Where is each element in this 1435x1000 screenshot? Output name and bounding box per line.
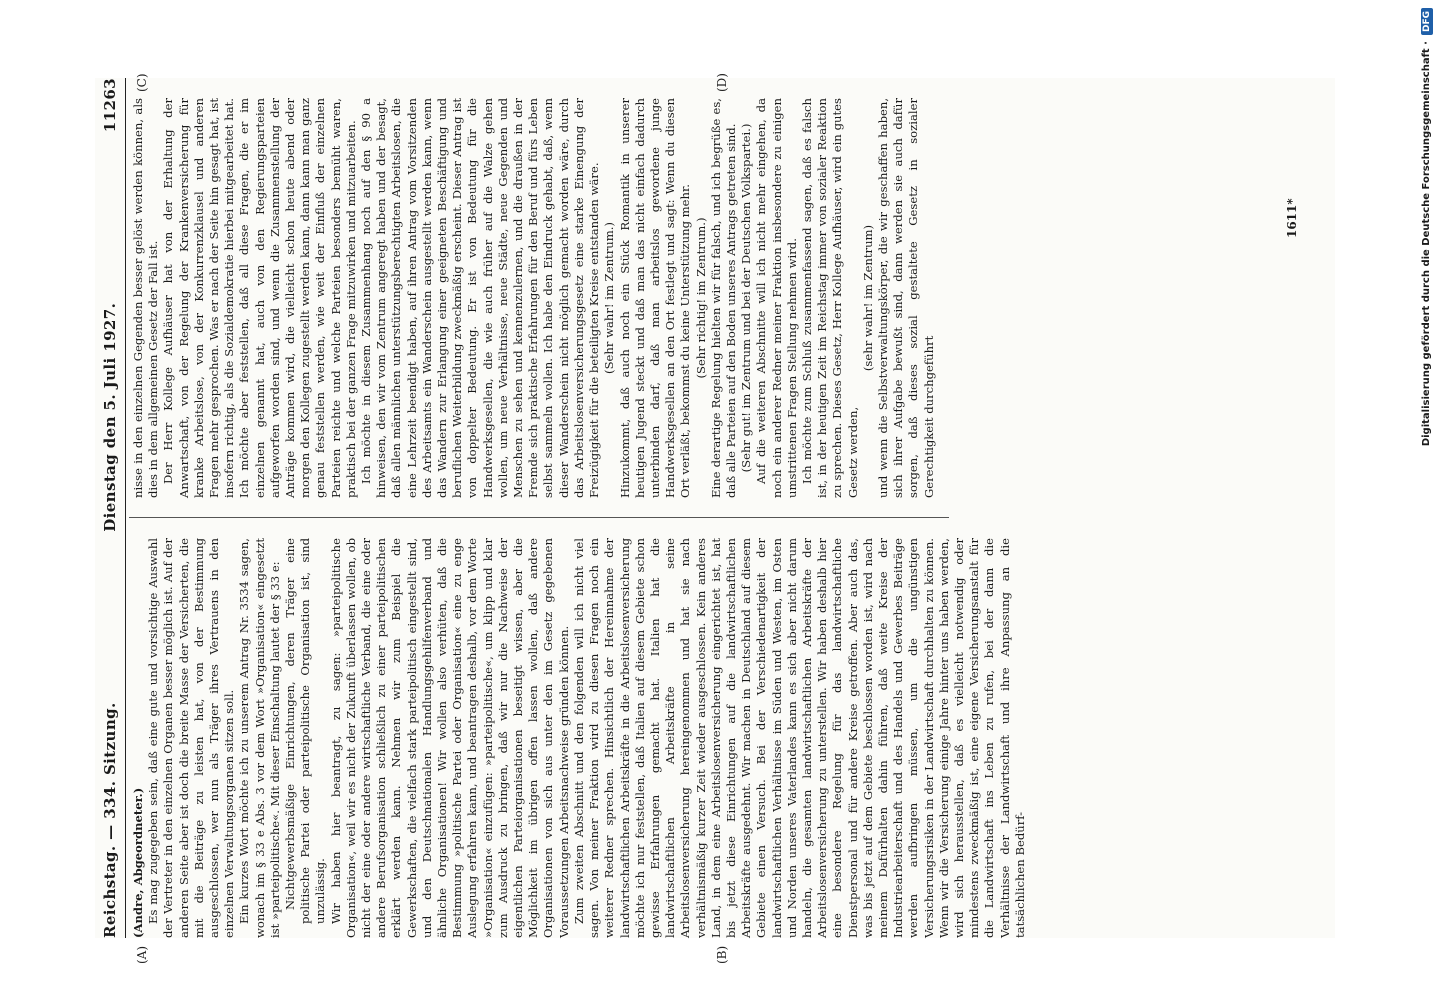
scanned-page xyxy=(95,73,1335,964)
margin-mark-a: (A) xyxy=(135,945,149,964)
interjection-2: (Sehr richtig! im Zentrum.) xyxy=(693,217,708,379)
credit-text: Digitalisierung gefördert durch die Deutsche Forschungsgemeinschaft · xyxy=(1421,41,1432,447)
right-paragraph-final: und wenn die Selbstverwaltungskörper, die wir geschaffen haben, sich ihrer Aufgabe bewußt sind, dann werden sie auch dafür sorgen, daß dieses sozial gestaltete Gesetz in sozialer Gerechtigkeit durchgeführt xyxy=(875,98,936,498)
right-paragraph-abschnitte: Auf die weiteren Abschnitte will ich nicht mehr eingehen, da noch ein anderer Redner meiner Fraktion insbesondere zu einigen umstrittenen Fragen Stellung nehmen wird. xyxy=(754,98,799,498)
left-paragraph-5: Zum zweiten Abschnitt und den folgenden will ich nicht viel sagen. Von meiner Fraktion wird zu diesen Fragen noch ein weiterer Redner sprechen. Hinsichtlich der Hereinnahme der landwirtschaftlichen Arbeitskräfte in die Arbeitslosenversicherung möchte ich nur feststellen, daß Italien auf diesem Gebiete schon gewisse Erfahrungen gemacht hat. Italien hat die landwirtschaftlichen Arbeitskräfte in seine Arbeitslosenversicherung hereingenommen und hat sie nach verhältnismäßig kurzer Zeit wieder ausgeschlossen. Kein anderes Land, in dem eine Arbeitslosenversicherung eingerichtet ist, hat bis jetzt diese Einrichtungen auf die landwirtschaftlichen Arbeitskräfte ausgedehnt. Wir machen in Deutschland auf diesem Gebiete einen Versuch. Bei der Verschiedenartigkeit der landwirtschaftlichen Verhältnisse im Süden und Westen, im Osten und Norden unseres Vaterlandes kann es sich aber nicht darum handeln, die gesamten landwirtschaftlichen Arbeitskräfte der Arbeitslosenversicherung zu unterstellen. Wir haben deshalb hier eine besondere Regelung für das landwirtschaftliche Dienstpersonal und für andere Kreise getroffen. Aber auch das, was bis jetzt auf dem Gebiete beschlossen worden ist, wird nach meinem Dafürhalten dahin führen, daß weite Kreise der Industriearbeiterschaft und des Handels und Gewerbes Beiträge werden aufbringen müssen, um die ungünstigen Versicherungsrisiken in der Landwirtschaft durchhalten zu können. Wenn wir die Versicherung einige Jahre hinter uns haben werden, wird sich herausstellen, daß es vielleicht notwendig oder mindestens zweckmäßig ist, eine eigene Versicherungsanstalt für die Landwirtschaft ins Leben zu rufen, bei der dann die Verhältnisse der Landwirtschaft und ihre Anpassung an die tatsächlichen Bedürf- xyxy=(571,538,1027,938)
right-paragraph-romantik: Hinzukommt, daß auch noch ein Stück Romantik in unserer heutigen Jugend steckt und daß man das nicht einfach dadurch unterbinden darf, daß man arbeitslos gewordene junge Handwerksgesellen an den Ort festlegt und sagt: Wenn du diesen Ort verläßt, bekommst du keine Unterstützung mehr. xyxy=(617,98,693,498)
interjection-1: (Sehr wahr! im Zentrum.) xyxy=(602,222,617,374)
speaker-attribution: (Andre, Abgeordneter.) xyxy=(131,787,145,938)
footer-page-mark: 1611* xyxy=(1285,198,1299,238)
interjection-3: (Sehr gut! im Zentrum und bei der Deutschen Volkspartei.) xyxy=(739,123,754,473)
left-paragraph-1: Es mag zugegeben sein, daß eine gute und vorsichtige Auswahl der Vertreter in den einzelnen Organen besser möglich ist. Auf der anderen Seite aber ist doch die breite Masse der Versicherten, die mit die Beiträge zu leisten hat, von der Bestimmung ausgeschlossen, wer nun als Träger ihres Vertrauens in den einzelnen Verwaltungsorganen sitzen soll. xyxy=(146,538,237,938)
left-column xyxy=(131,538,1027,938)
interjection-4: (sehr wahr! im Zentrum) xyxy=(860,224,875,372)
left-paragraph-4: Wir haben hier beantragt, zu sagen: »parteipolitische Organisation«, weil wir es nicht der Zukunft überlassen wollen, ob nicht der eine oder andere wirtschaftliche Verband, die eine oder andere Berufsorganisation schließlich zu einer parteipolitischen erklärt werden kann. Nehmen wir zum Beispiel die Gewerkschaften, die vielfach stark parteipolitisch eingestellt sind, und den Deutschnationalen Handlungsgehilfenverband und ähnliche Organisationen! Wir wollen also verhüten, daß die Bestimmung »politische Partei oder Organisation« eine zu enge Auslegung erfahren kann, und beantragen deshalb, vor dem Worte »Organisation« einzufügen: »parteipolitische«, um klipp und klar zum Ausdruck zu bringen, daß wir nur die Nachweise der eigentlichen Parteiorganisationen beseitigt wissen, aber die Möglichkeit im übrigen offen lassen wollen, daß andere Organisationen von sich aus unter den im Gesetz gegebenen Voraussetzungen Arbeitsnachweise gründen können. xyxy=(328,538,571,938)
right-paragraph-regelung: Eine derartige Regelung hielten wir für falsch, und ich begrüße es, daß alle Parteien auf den Boden unseres Antrags getreten sind. xyxy=(708,98,738,498)
left-paragraph-2: Ein kurzes Wort möchte ich zu unserem Antrag Nr. 3534 sagen, wonach im § 33 e Abs. 3 vor dem Wort »Organisation« eingesetzt ist »parteipolitische«. Mit dieser Einschaltung lautet der § 33 e: xyxy=(237,538,282,938)
right-paragraph-2: Der Herr Kollege Aufhäuser hat von der Erhaltung der Anwartschaft, von der Regelung der Krankenversicherung für kranke Arbeitslose, von der Konkurrenzklausel und anderen Fragen mehr gesprochen. Was er nach der Seite hin gesagt hat, ist insofern richtig, als die Sozialdemokratie hierbei mitgearbeitet hat. Ich möchte aber feststellen, daß all diese Fragen, die er im einzelnen genannt hat, auch von den Regierungsparteien aufgeworfen worden sind, und wenn die Zusammenstellung der Anträge kommen wird, die vielleicht schon heute abend oder morgen den Kollegen zugestellt werden kann, dann kann man ganz genau feststellen werden, wie weit der Einfluß der einzelnen Parteien reichte und welche Parteien besonders bemüht waren, praktisch bei der ganzen Frage mitzuwirken und mitzuarbeiten. xyxy=(161,98,358,498)
left-paragraph-3: Nichtgewerbsmäßige Einrichtungen, deren Träger eine politische Partei oder parteipolitische Organisation ist, sind unzulässig. xyxy=(283,538,328,924)
right-paragraph-3: Ich möchte in diesem Zusammenhang noch auf den § 90 a hinweisen, den wir vom Zentrum angeregt haben und der besagt, daß allen männlichen unterstützungsberechtigten Arbeitslosen, die eine Lehrzeit beendigt haben, auf ihren Antrag vom Vorsitzenden des Arbeitsamts ein Wanderschein ausgestellt werden kann, wenn das Wandern zur Erlangung einer geeigneten Beschäftigung und beruflichen Weiterbildung zweckmäßig erscheint. Dieser Antrag ist von doppelter Bedeutung. Er ist von Bedeutung für die Handwerksgesellen, die wie auch früher auf die Walze gehen wollen, um neue Verhältnisse, neue Städte, neue Gegenden und Menschen zu sehen und kennenzulernen, und die draußen in der Fremde sich praktische Erfahrungen für den Beruf und fürs Leben selbst sammeln wollen. Ich habe den Eindruck gehabt, daß, wenn dieser Wanderschein nicht möglich gemacht worden wäre, durch das Arbeitslosenversicherungsgesetz eine starke Einengung der Freizügigkeit für die beteiligten Kreise entstanden wäre. xyxy=(359,98,602,498)
column-divider xyxy=(129,517,949,518)
right-paragraph-schluss: Ich möchte zum Schluß zusammenfassend sagen, daß es falsch ist, in der heutigen Zeit im Reichstag immer von sozialer Reaktion zu sprechen. Dieses Gesetz, Herr Kollege Aufhäuser, wird ein gutes Gesetz werden, xyxy=(799,98,860,498)
header-date: Dienstag den 5. Juli 1927. xyxy=(101,302,119,532)
rotated-page-content xyxy=(95,73,1335,964)
header-session: Reichstag. — 334. Sitzung. xyxy=(101,702,119,938)
digitization-credit xyxy=(1419,8,1435,988)
margin-mark-d: (D) xyxy=(715,73,729,92)
margin-mark-c: (C) xyxy=(135,73,149,92)
page-header xyxy=(95,78,126,938)
right-paragraph-1: nisse in den einzelnen Gegenden besser gelöst werden können, als dies in dem allgemeinen Gesetz der Fall ist. xyxy=(131,98,161,498)
right-column xyxy=(131,98,936,498)
dfg-logo-icon: DFG xyxy=(1421,8,1433,35)
margin-mark-b: (B) xyxy=(715,945,729,964)
header-page-number: 11263 xyxy=(101,78,119,133)
